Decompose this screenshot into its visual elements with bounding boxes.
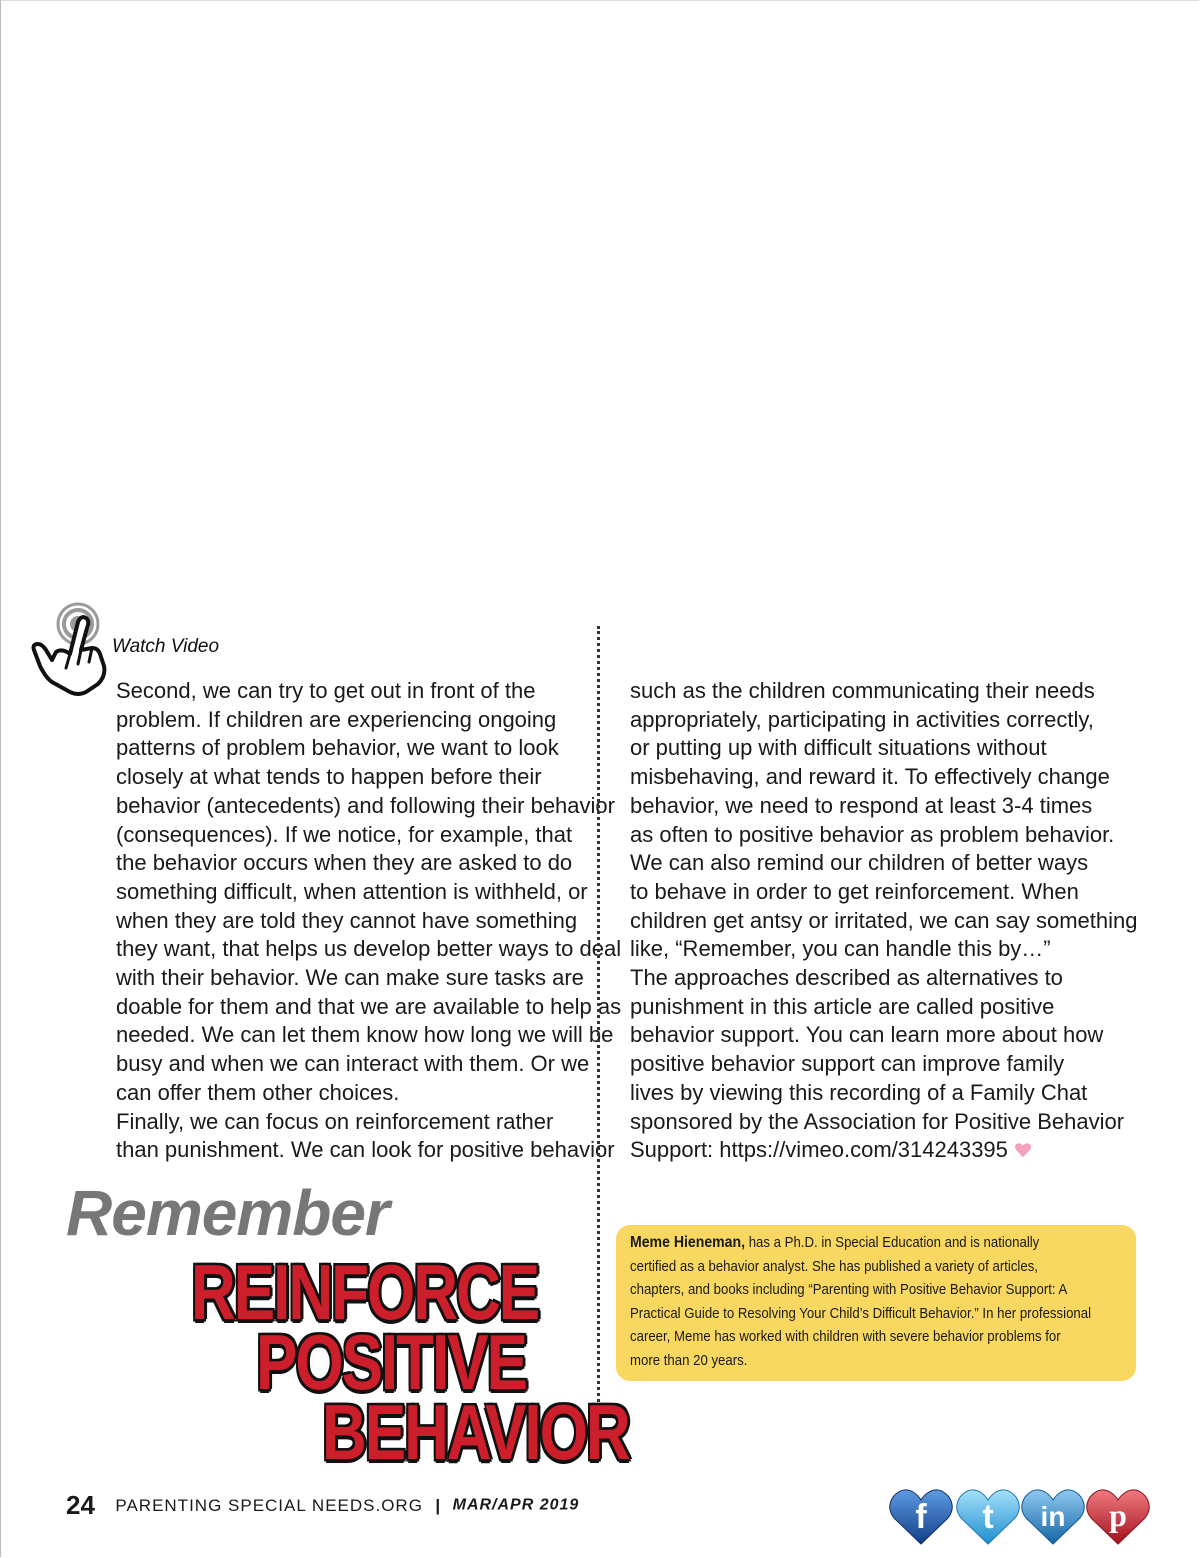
article-left-column (79, 677, 622, 1165)
text-line: the behavior occurs when they are asked to do (116, 850, 573, 876)
text-line: (consequences). If we notice, for example, that (116, 821, 573, 847)
article-right-column (630, 677, 1150, 1165)
paragraph (79, 677, 622, 1108)
bio-line: certified as a behavior analyst. She has published a variety of articles, (630, 1257, 1038, 1275)
text-line: Second, we can try to get out in front of the (116, 678, 536, 703)
text-line: like, “Remember, you can handle this by…” (630, 936, 1051, 962)
text-line: We can also remind our children of better ways (630, 850, 1089, 876)
bio-line: more than 20 years. (630, 1351, 748, 1369)
text-line: children get antsy or irritated, we can say something (630, 907, 1138, 933)
text-line: something difficult, when attention is withheld, or (116, 878, 588, 904)
text-line: Finally, we can focus on reinforcement rather (116, 1108, 554, 1134)
author-bio-box (616, 1225, 1136, 1381)
column-divider (597, 626, 600, 1444)
remember-heading: Remember (66, 1177, 389, 1249)
text-line: than punishment. We can look for positive behavior (116, 1137, 615, 1163)
magazine-name: PARENTING SPECIAL NEEDS.ORG (115, 1495, 423, 1515)
bio-line: career, Meme has worked with children with severe behavior problems for (630, 1328, 1061, 1345)
watch-video-label[interactable]: Watch Video (112, 636, 220, 657)
social-letter: t (982, 1498, 994, 1536)
callout-line-positive: POSITIVE (256, 1320, 526, 1407)
bio-line: Practical Guide to Resolving Your Child’s Difficult Behavior.” In her professional (630, 1304, 1092, 1322)
text-line: needed. We can let them know how long we will be (116, 1022, 614, 1048)
text-line-last (630, 1136, 1150, 1165)
page-footer (66, 1490, 579, 1524)
heart-icon (1014, 1141, 1032, 1159)
vimeo-link[interactable]: Support: https://vimeo.com/314243395 (630, 1137, 1008, 1163)
text-line: behavior, we need to respond at least 3-4 times (630, 792, 1093, 818)
text-line: appropriately, participating in activities correctly, (630, 706, 1094, 732)
text-line: with their behavior. We can make sure tasks are (116, 965, 584, 991)
bio-line (630, 1231, 1061, 1255)
text-line: problem. If children are experiencing ongoing (116, 706, 557, 732)
issue-date: MAR/APR 2019 (452, 1496, 580, 1514)
text-line: to behave in order to get reinforcement. When (630, 878, 1079, 904)
text-line: positive behavior support can improve family (630, 1051, 1065, 1077)
text-line: The approaches described as alternatives to (630, 965, 1063, 991)
text-line: behavior support. You can learn more about how (630, 1022, 1104, 1048)
text-line: busy and when we can interact with them. Or we (116, 1051, 590, 1077)
bio-text: has a Ph.D. in Special Education and is nationally (745, 1234, 1040, 1251)
callout-line-reinforce: REINFORCE (191, 1250, 539, 1337)
text-line: when they are told they cannot have something (116, 907, 578, 933)
text-line: doable for them and that we are available to help as (116, 993, 622, 1019)
page-number: 24 (66, 1490, 95, 1520)
facebook-icon[interactable] (888, 1482, 954, 1548)
social-letter: f (915, 1498, 927, 1536)
text-line: can offer them other choices. (116, 1079, 400, 1105)
author-name: Meme Hieneman, (630, 1234, 746, 1251)
text-line: they want, that helps us develop better ways to deal (116, 936, 622, 962)
text-line: sponsored by the Association for Positive Behavior (630, 1108, 1125, 1134)
text-line: lives by viewing this recording of a Family Chat (630, 1079, 1088, 1105)
twitter-icon[interactable] (955, 1482, 1021, 1548)
text-line: as often to positive behavior as problem behavior. (630, 821, 1115, 847)
bio-line: chapters, and books including “Parenting with Positive Behavior Support: A (630, 1281, 1068, 1298)
linkedin-icon[interactable] (1020, 1482, 1086, 1548)
text-line: behavior (antecedents) and following their behavior (116, 792, 615, 818)
paragraph (79, 1108, 615, 1165)
text-line: or putting up with difficult situations without (630, 735, 1047, 761)
text-line: closely at what tends to happen before their (116, 764, 542, 790)
footer-separator: | (435, 1495, 441, 1515)
text-line: misbehaving, and reward it. To effectively change (630, 764, 1110, 790)
text-line: punishment in this article are called positive (630, 993, 1055, 1019)
social-letter: in (1040, 1501, 1066, 1532)
callout-line-behavior: BEHAVIOR (322, 1390, 629, 1477)
pinterest-icon[interactable] (1085, 1482, 1151, 1548)
text-line: such as the children communicating their needs (630, 678, 1095, 703)
text-line: patterns of problem behavior, we want to look (116, 735, 559, 761)
social-letter: p (1109, 1497, 1127, 1533)
